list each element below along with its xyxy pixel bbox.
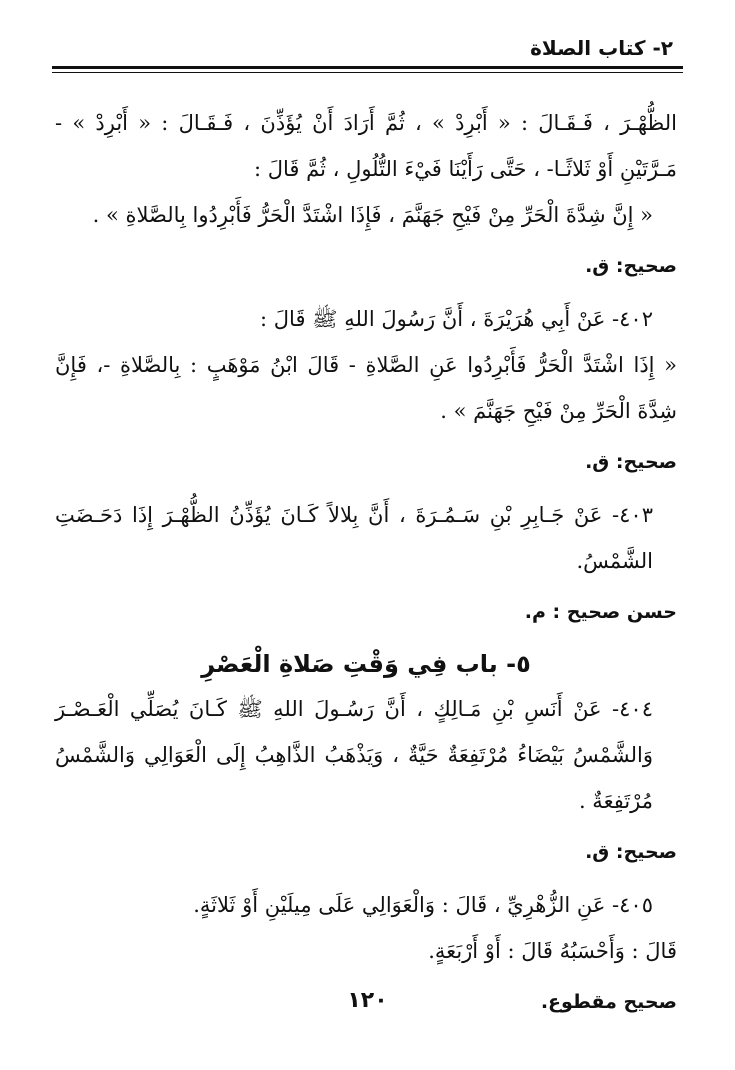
hadith-401-continuation: الظُّهْـرَ ، فَـقَـالَ : « أَبْرِدْ » ، ثُمَّ أَرَادَ أَنْ يُؤَذِّنَ ، فَـقَـالَ : « أَبْرِدْ » - مَـرَّتَيْنِ أَوْ ثَلاثًـا- ، حَتَّى رَأَيْنَا فَيْءَ التُّلُولِ ، ثُمَّ قَالَ :: [55, 111, 677, 181]
body-text: [55, 100, 677, 1032]
header-rule-thick: [52, 66, 683, 69]
hadith-402-quote: « إِذَا اشْتَدَّ الْحَرُّ فَأَبْرِدُوا عَنِ الصَّلاةِ - قَالَ ابْنُ مَوْهَبٍ : بِالصَّلاةِ -، فَإِنَّ شِدَّةَ الْحَرِّ مِنْ فَيْحِ جَهَنَّمَ » .: [55, 353, 677, 423]
grade-405: صحيح مقطوع.: [540, 991, 677, 1013]
grade-402: صحيح: ق.: [585, 451, 677, 473]
grade-401: صحيح: ق.: [585, 255, 677, 277]
hadith-405-addendum: قَالَ : وَأَحْسَبُهُ قَالَ : أَوْ أَرْبَعَةٍ.: [428, 939, 677, 963]
grade-404: صحيح: ق.: [585, 841, 677, 863]
header-rule-thin: [52, 72, 683, 73]
chapter-heading: ٥- باب فِي وَقْتِ صَلاةِ الْعَصْرِ: [201, 650, 531, 678]
grade-403: حسن صحيح : م.: [524, 601, 677, 623]
hadith-404: ٤٠٤- عَنْ أَنَسِ بْنِ مَـالِكٍ ، أَنَّ رَسُـولَ اللهِ ﷺ كَـانَ يُصَلِّي الْعَـصْـرَ وَالشَّمْسُ بَيْضَاءُ مُرْتَفِعَةٌ حَيَّةٌ ، وَيَذْهَبُ الذَّاهِبُ إِلَى الْعَوَالِي وَالشَّمْسُ مُرْتَفِعَةٌ .: [55, 697, 653, 813]
hadith-403: ٤٠٣- عَنْ جَـابِرِ بْنِ سَـمُـرَةَ ، أَنَّ بِلالاً كَـانَ يُؤَذِّنُ الظُّهْـرَ إِذَا دَحَـضَتِ الشَّمْسُ.: [55, 503, 653, 573]
hadith-401-quote: « إِنَّ شِدَّةَ الْحَرِّ مِنْ فَيْحِ جَهَنَّمَ ، فَإِذَا اشْتَدَّ الْحَرُّ فَأَبْرِدُوا بِالصَّلاةِ » .: [92, 203, 653, 227]
page-number: ١٢٠: [347, 988, 388, 1013]
hadith-405: ٤٠٥- عَنِ الزُّهْرِيِّ ، قَالَ : وَالْعَوَالِي عَلَى مِيلَيْنِ أَوْ ثَلاثَةٍ.: [193, 893, 653, 917]
running-head: ٢- كتاب الصلاة: [530, 36, 673, 60]
hadith-402-intro: ٤٠٢- عَنْ أَبِي هُرَيْرَةَ ، أَنَّ رَسُولَ اللهِ ﷺ قَالَ :: [260, 307, 653, 331]
